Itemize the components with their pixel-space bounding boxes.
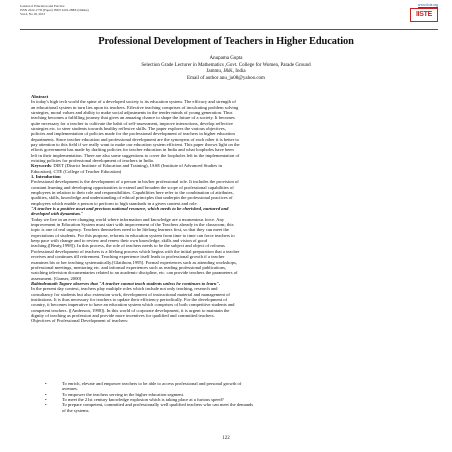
paragraph-line: constant learning and developing opportunities to extend and broaden the scope of professional capabilities of (31, 184, 234, 190)
abstract-text (31, 99, 425, 163)
abstract-line: an educational system in turn lies upon its teachers. Effective teaching comprises of inculcating problem solving (31, 104, 239, 110)
author-email: Email of author anu_ju08@yahoo.com (187, 75, 265, 81)
abstract-line: In today's high tech world the spine of a developed society is its education system. The efficacy and strength of (31, 99, 236, 105)
journal-url-link[interactable]: www.iiste.org (417, 3, 438, 7)
bullet-icon: • (45, 381, 47, 386)
tagore-quote: Rabindranath Tagore observes that "A teacher cannot teach students unless he continues to learn". (31, 280, 221, 286)
iiste-logo (410, 8, 438, 22)
paragraph-line: In the present day context, teachers play multiple roles which include not only teaching, research and (31, 286, 218, 292)
paragraph-line: consultancy for students but also extension work, development of instructional material and management of (31, 291, 230, 297)
paragraph-line: country, it becomes imperative to have an education system which comprises of both competitive students and (31, 302, 235, 308)
journal-name: Journal of Education and Practice (20, 4, 65, 8)
quote-line: "A teacher is a positive asset and precious national resource, which needs to be cherished, nurtured and (31, 206, 229, 212)
paragraph-line: professional meetings, mentoring etc. and informal experiences such as reading professional publications, (31, 264, 227, 270)
logo-text: IISTE (415, 11, 432, 18)
abstract-line: quite necessary for a teacher to cultivate the habit of self-assessment, improve interactions, develop reflective (31, 120, 233, 126)
abstract-line: existing policies for professional development of teachers in India. (31, 158, 155, 164)
author-name: Anupama Gupta (209, 56, 243, 61)
abstract-line: teaching becomes a fulfilling journey that gives an amazing chance to shape the future of a society. It becomes (31, 115, 235, 121)
author-location: Jammu, J&K, India (206, 69, 246, 75)
abstract-heading: Abstract (31, 94, 49, 99)
list-item (44, 402, 424, 413)
paragraph-line: Today we live in an ever changing world where information and knowledge are a momentous force. Any (31, 216, 225, 222)
bullet-icon: • (45, 391, 47, 397)
paragraph-line: examines his or her teaching systematically.[Glatthorn,1995]. Formal experiences such as attending workshops, (31, 259, 237, 265)
journal-header-right (410, 3, 438, 27)
journal-issn: ISSN 2222-1735 (Paper) ISSN 2222-288X (Online) (20, 8, 89, 13)
paragraph-line: expectations of students. For this purpose, reforms in education system from time to time can force teachers to (31, 232, 235, 238)
journal-volume: Vol.4, No.18, 2013 (20, 12, 46, 17)
list-item-text: To prepare competent, committed and professionally well qualified teachers who can meet the demands (62, 402, 254, 408)
keywords-text: : DIET (District Institute of Education and Training), IASE (Institute of Advanced Studies in (50, 163, 222, 169)
bullet-icon: • (45, 402, 47, 408)
paragraph-line: watching television documentaries related to an academic discipline, etc. can provide teachers the parameters of (31, 270, 238, 276)
introduction-section (31, 174, 425, 324)
abstract-line: strategies, moral values and ability to make social adjustments in the tender minds of young generation. Thus (31, 110, 233, 116)
paragraph-line: receives and continues till retirement. Teaching experience itself leads to professional growth if a teacher (31, 254, 225, 260)
list-item-text: To enrich, elevate and empower teachers to be able to access professional and personal growth of (62, 381, 242, 386)
paragraph-line: employees which enable a person to perform to high standards in a given context and role. (31, 200, 198, 206)
quote-line: developed with dynamism." (31, 211, 84, 217)
abstract-line: policies and implementation of policies made for the professional development of teachers in higher education (31, 131, 235, 137)
objectives-intro: Objectives of Professional Development of teachers: (31, 318, 129, 324)
author-block (0, 56, 452, 82)
list-item-text: avenues. (62, 386, 78, 392)
abstract-section (31, 94, 425, 174)
list-item-text: To meet the 21st century knowledge explosion which is taking place at a furious speed? (62, 397, 224, 403)
abstract-line: left in their implementation. There are also some suggestions to cover the loopholes left in the implementation of (31, 152, 240, 158)
page-number: 122 (222, 436, 230, 441)
keywords-line: Education), CTE (College of Teacher Education) (31, 168, 122, 174)
paper-title: Professional Development of Teachers in Higher Education (98, 36, 354, 47)
abstract-line: departments. Since teacher education and professional development are the synonyms of each other it is better to (31, 136, 239, 142)
abstract-line: efforts government has made by drafting policies for teacher education in India and what loopholes have been (31, 147, 234, 153)
paragraph-line: topic is one of real urgency. Teachers themselves need to be lifelong learners first, so that they can meet the (31, 227, 229, 233)
paragraph-line: improvement in Education System must start with improvement of the Teachers already in the classroom; this (31, 222, 234, 228)
paragraph-line: competent teachers. ([Anderson, 1998]). In this world of corporate development, it is urgent to maintain the (31, 307, 230, 313)
objectives-list (44, 381, 424, 413)
author-affiliation: Selection Grade Lecturer in Mathematics ,Govt. College for Women, Parade Ground (141, 62, 311, 68)
paragraph-line: Professional development of teachers is a lifelong process which begins with the initial preparation that a teacher (31, 248, 240, 254)
journal-header (20, 4, 89, 17)
paragraph-line: dignity of teaching as profession and provide more incentives for qualified and committed teachers. (31, 312, 215, 318)
bullet-icon: • (45, 397, 47, 403)
paragraph-line: institutions. It is thus necessary for teachers to update their efficiency periodically. For the development of (31, 296, 228, 302)
list-item (44, 381, 424, 392)
paragraph-line: qualities, skills, knowledge and understanding of ethical principles that underpin the professional practices of (31, 195, 233, 201)
header-divider (20, 29, 438, 30)
list-item-text: of the systems. (62, 407, 90, 413)
abstract-line: strategies etc. to steer students towards healthy reflexive skills. The paper explores the various objectives, (31, 126, 226, 132)
introduction-heading: 1. Introduction (31, 174, 61, 179)
paragraph-line: employees in relation to their role and responsibilities. Capabilities here refer to the combination of attributes, (31, 190, 234, 196)
paragraph-line: keep pace with change and to review and renew their own knowledge, skills and vision of good (31, 238, 208, 244)
paragraph-line: assessment. [Ganser, 2000] (31, 275, 82, 281)
keywords-label: Keywords (31, 163, 51, 169)
list-item-text: To empower the teachers serving in the higher education segment. (62, 391, 185, 397)
paragraph-line: Professional development is the development of a person in his/her professional role. It includes the provision of (31, 179, 239, 185)
paragraph-line: teaching.([Beaty,1998]). In this process, the role of teachers needs to be the subject and object of reforms (31, 243, 225, 249)
abstract-line: pay attention to this field if we really want to make our education system efficient. This paper throws light on the (31, 142, 240, 148)
